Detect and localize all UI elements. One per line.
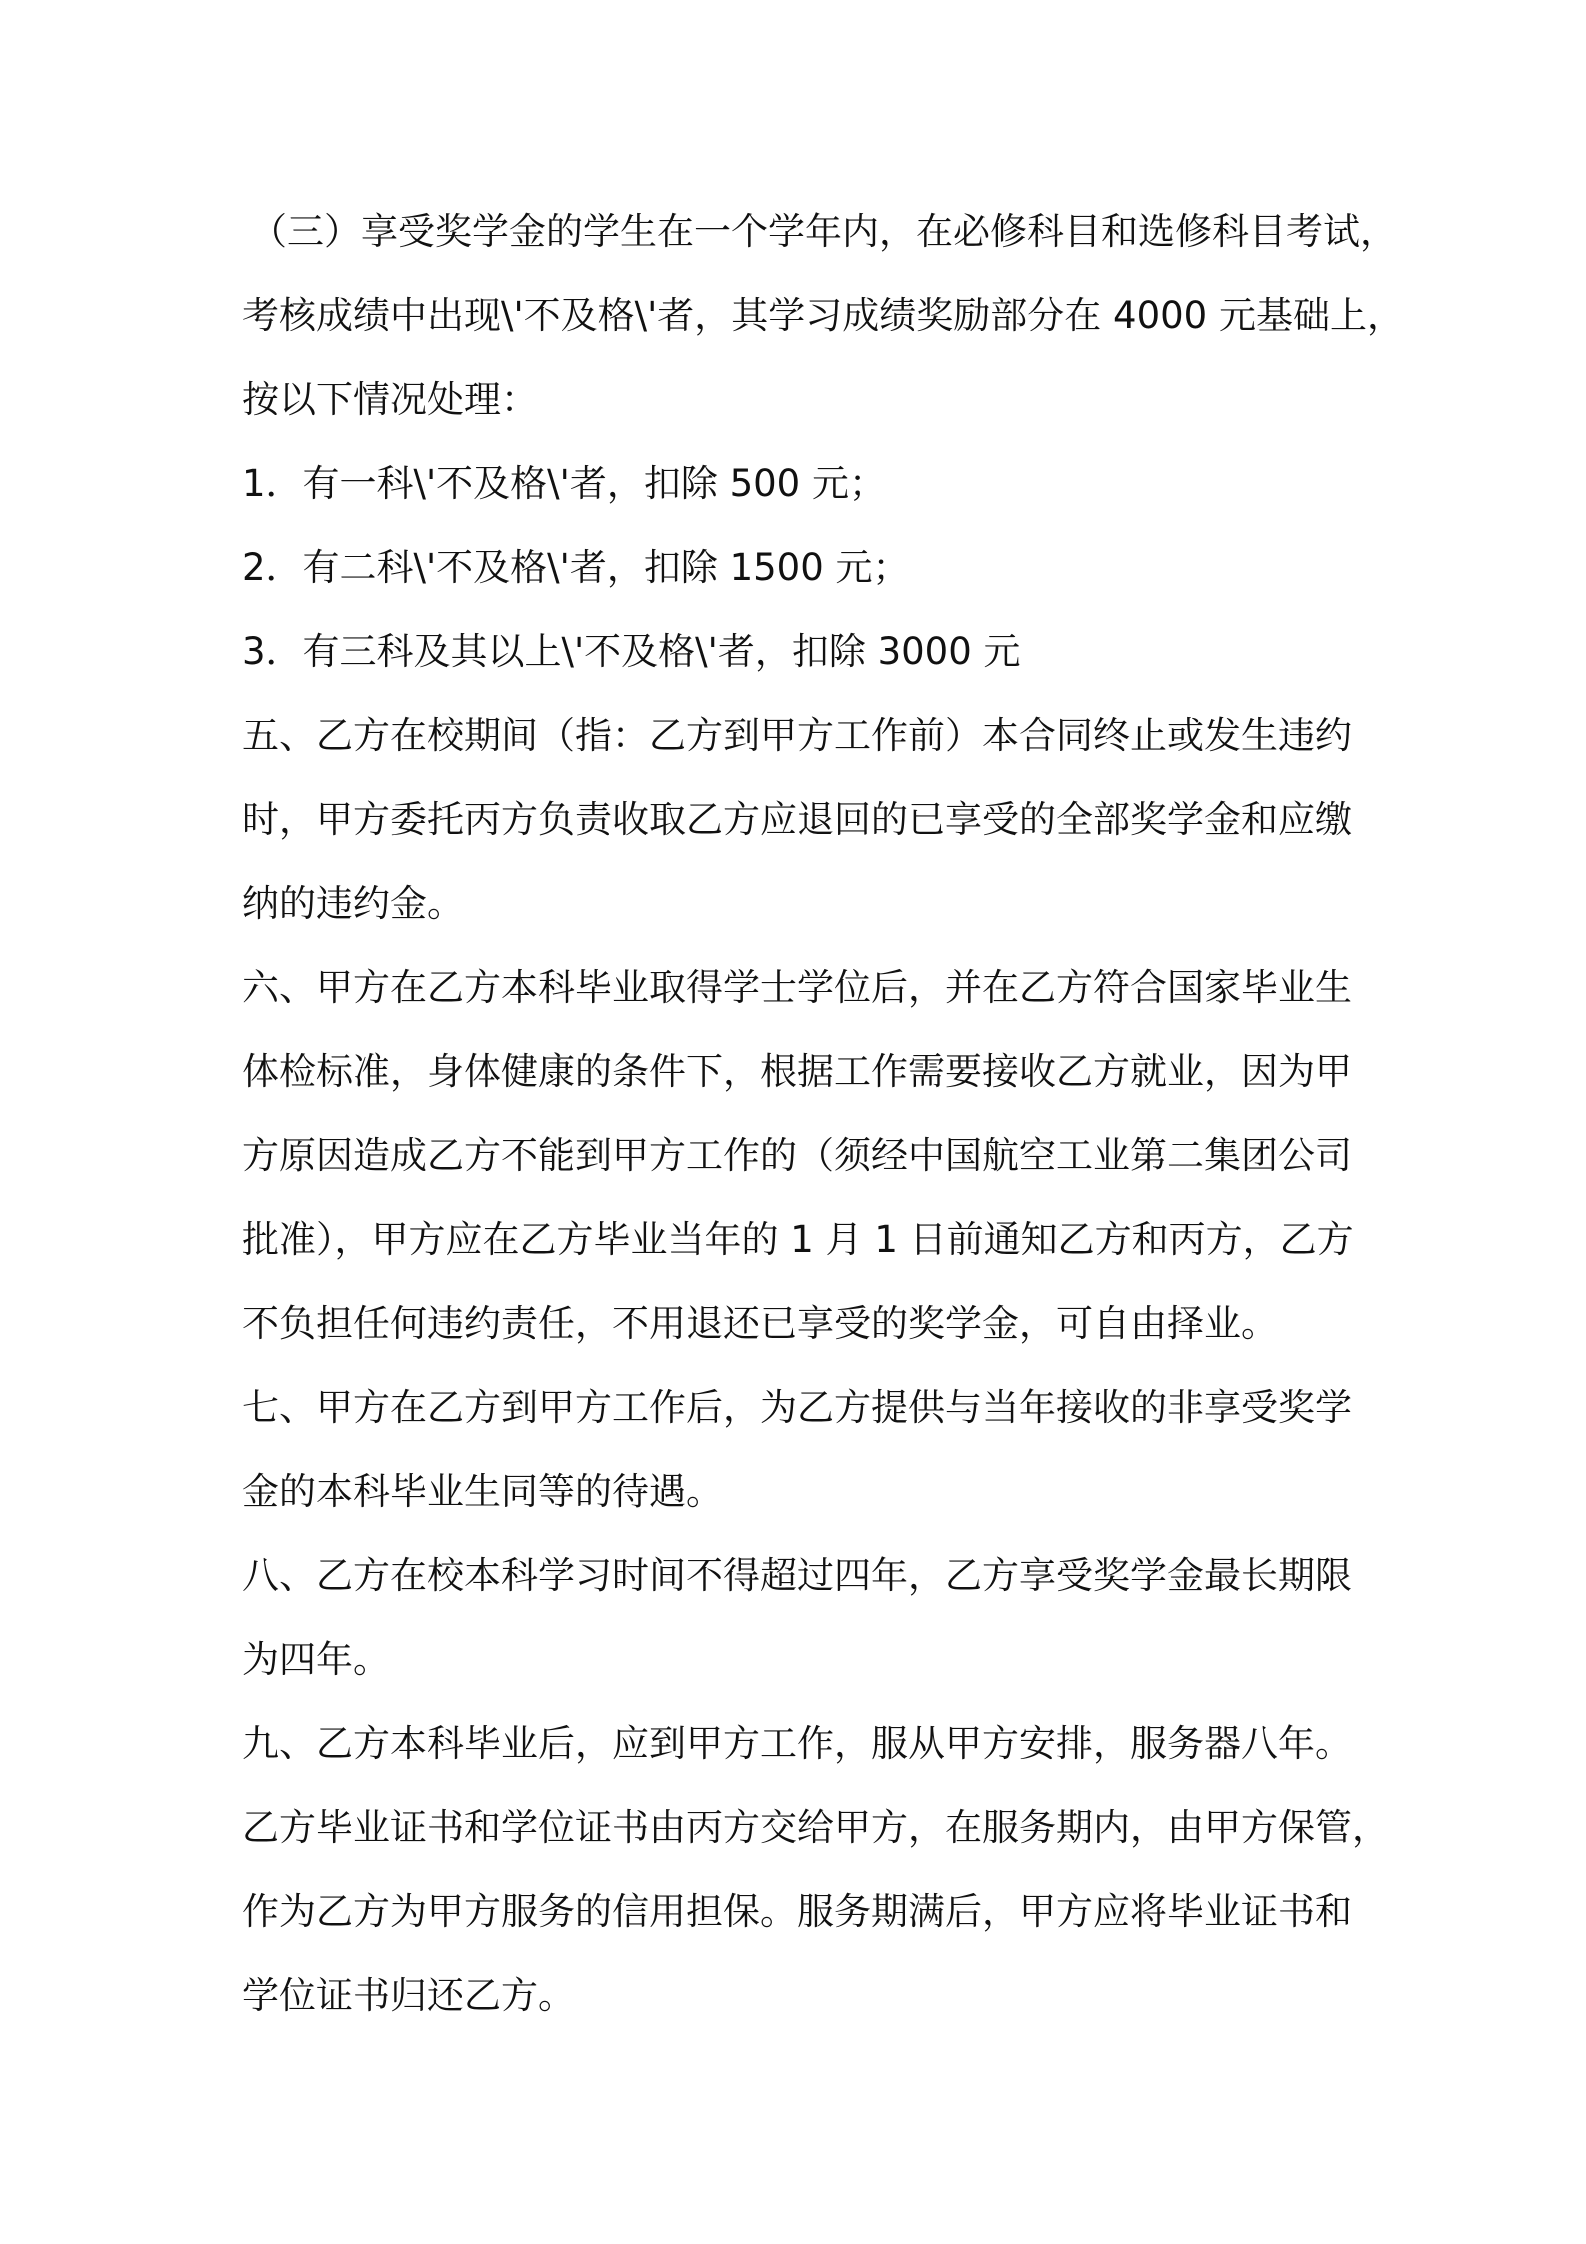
- text-line: 1．有一科\'不及格\'者，扣除 500 元；: [242, 462, 886, 505]
- text-line: 2．有二科\'不及格\'者，扣除 1500 元；: [242, 546, 910, 589]
- text-line: （三）享受奖学金的学生在一个学年内，在必修科目和选修科目考试，: [250, 210, 1397, 253]
- contract-text: [242, 190, 1404, 2038]
- text-line: 纳的违约金。: [242, 882, 464, 925]
- text-line: 作为乙方为甲方服务的信用担保。服务期满后，甲方应将毕业证书和: [242, 1890, 1352, 1933]
- text-line: 乙方毕业证书和学位证书由丙方交给甲方，在服务期内，由甲方保管，: [242, 1806, 1389, 1849]
- text-line: 学位证书归还乙方。: [242, 1974, 575, 2017]
- text-line: 考核成绩中出现\'不及格\'者，其学习成绩奖励部分在 4000 元基础上，: [242, 294, 1404, 337]
- text-line: 七、甲方在乙方到甲方工作后，为乙方提供与当年接收的非享受奖学: [242, 1386, 1352, 1429]
- text-line: 为四年。: [242, 1638, 390, 1681]
- text-line: 时，甲方委托丙方负责收取乙方应退回的已享受的全部奖学金和应缴: [242, 798, 1352, 841]
- text-line: 金的本科毕业生同等的待遇。: [242, 1470, 723, 1513]
- text-line: 批准），甲方应在乙方毕业当年的 1 月 1 日前通知乙方和丙方，乙方: [242, 1218, 1354, 1261]
- text-line: 八、乙方在校本科学习时间不得超过四年，乙方享受奖学金最长期限: [242, 1554, 1352, 1597]
- text-line: 3．有三科及其以上\'不及格\'者，扣除 3000 元: [242, 630, 1021, 673]
- text-line: 六、甲方在乙方本科毕业取得学士学位后，并在乙方符合国家毕业生: [242, 966, 1352, 1009]
- text-line: 不负担任何违约责任，不用退还已享受的奖学金，可自由择业。: [242, 1302, 1278, 1345]
- text-line: 九、乙方本科毕业后，应到甲方工作，服从甲方安排，服务器八年。: [242, 1722, 1352, 1765]
- text-line: 体检标准，身体健康的条件下，根据工作需要接收乙方就业，因为甲: [242, 1050, 1352, 1093]
- text-line: 按以下情况处理：: [242, 378, 538, 421]
- text-line: 五、乙方在校期间（指：乙方到甲方工作前）本合同终止或发生违约: [242, 714, 1352, 757]
- text-line: 方原因造成乙方不能到甲方工作的（须经中国航空工业第二集团公司: [242, 1134, 1352, 1177]
